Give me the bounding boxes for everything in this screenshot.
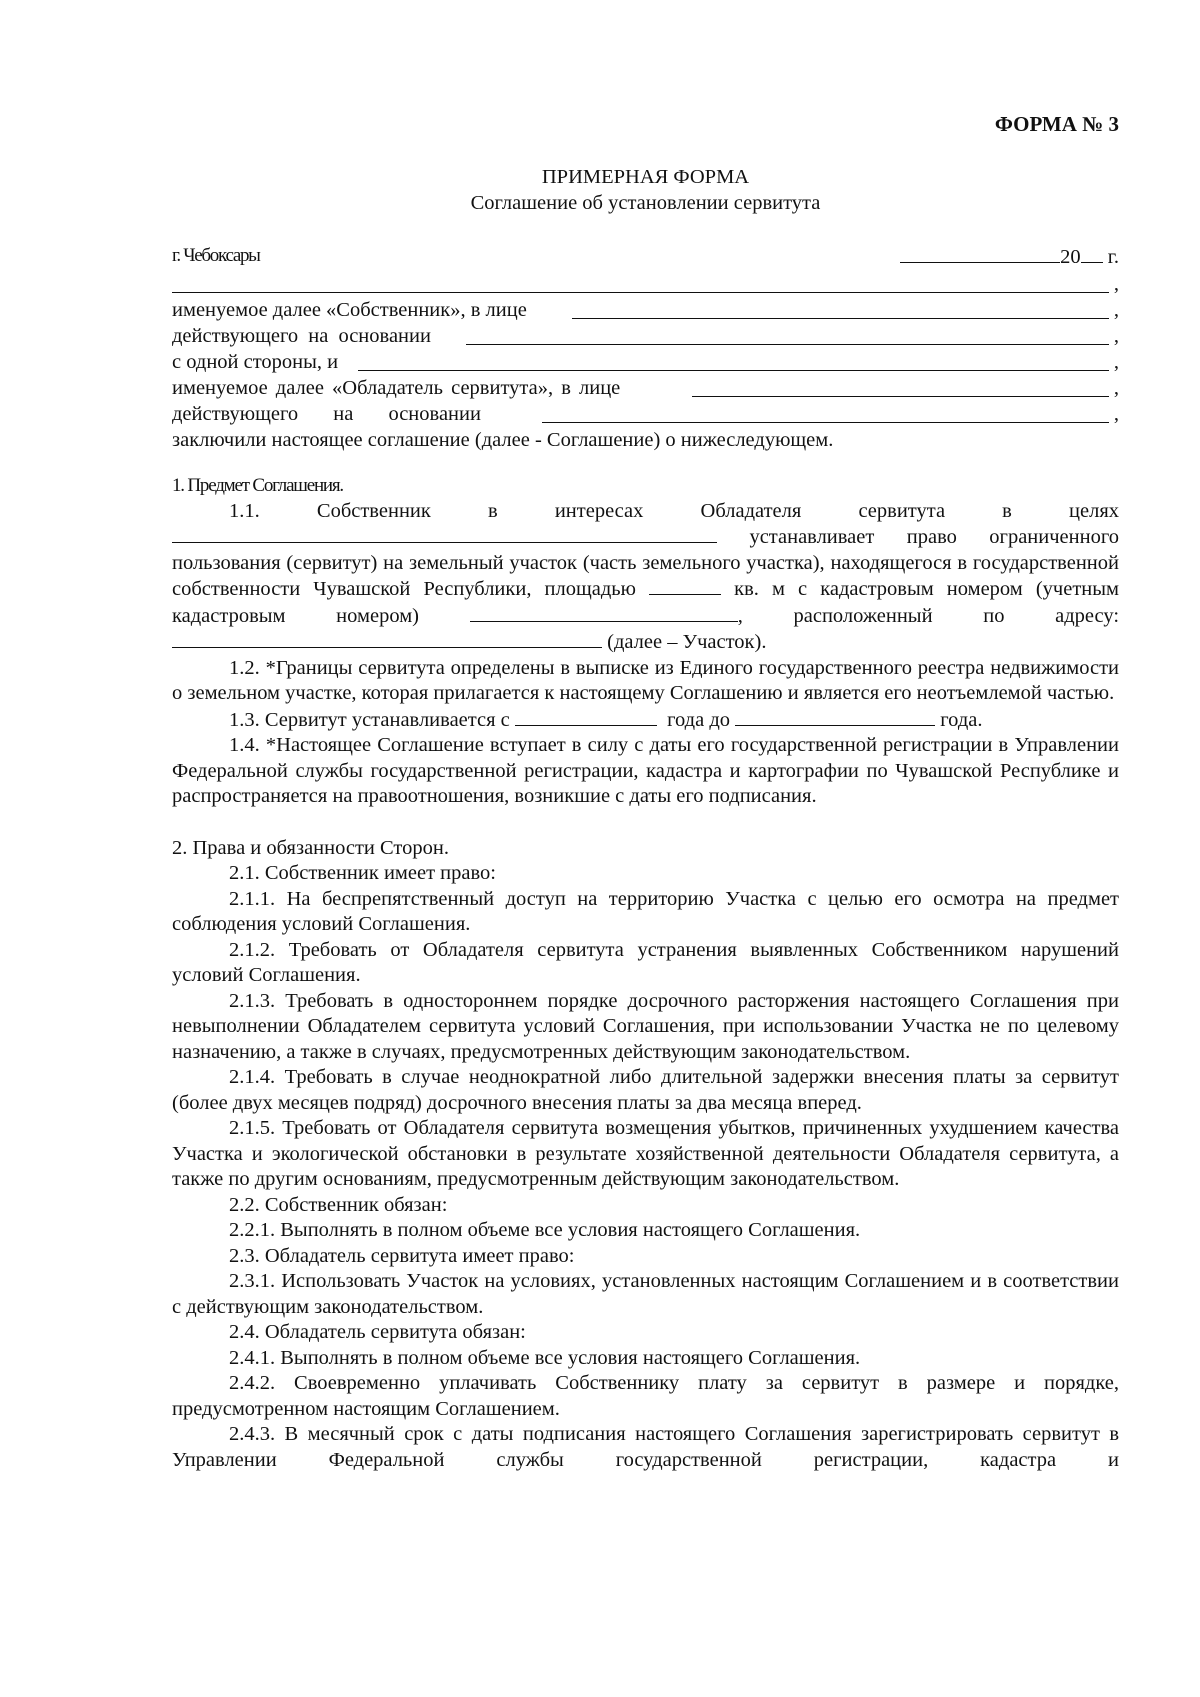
one-side: с одной стороны, и [172,350,342,376]
start-date-blank [515,707,657,726]
comma: , [1113,351,1119,373]
cadastral-number-blank [470,603,738,622]
party-line-2 [172,298,1119,324]
comma: , [1113,403,1119,425]
owner-named: именуемое далее «Собственник», в лице [172,298,531,324]
year-suffix: г. [1107,246,1119,268]
parties-block [172,272,1119,454]
clause-2-3-1: 2.3.1. Использовать Участок на условиях, установленных настоящим Соглашением и в соответствии с действующим законодательством. [172,1270,1119,1318]
party-line-4 [172,350,1119,376]
comma: , [1113,377,1119,399]
title-block [172,164,1119,216]
purpose-blank [172,524,717,543]
comma: , [1113,325,1119,347]
clause-2-1-5: 2.1.5. Требовать от Обладателя сервитута возмещения убытков, причиненных ухудшением качества Участка и экологической обстановки в результате хозяйственной деятельности Обладателя сервитута, а также по другим основаниям, предусмотренным действующим законодательством. [172,1117,1119,1190]
clause-1-1-plot: (далее – Участок). [607,631,767,653]
place-date-row [172,243,1119,269]
clause-1-2: 1.2. *Границы сервитута определены в выписке из Единого государственного реестра недвижимости о земельном участке, которая прилагается к настоящему Соглашению и является его неотъемлемой частью. [172,656,1119,704]
document-title: ПРИМЕРНАЯ ФОРМА [541,166,750,188]
address-blank [172,629,602,648]
clause-1-1-line-1: 1.1. Собственник в интересах Обладателя сервитута в целях [229,499,1119,522]
comma: , [1113,273,1119,295]
clause-1-1-cadastral: кв. м с кадастровым номером (учетным кадастровым номером) [172,578,1119,627]
spacer [172,810,1119,836]
year-blank [1081,243,1103,263]
acting-basis-1: действующего на основании [172,324,435,350]
clause-1-1: устанавливает право ограниченного пользования (сервитут) на земельный участок (часть земельного участка), находящегося в государственной собственности Чувашской Республики, площадью кв. м с кадастровым номером (учетным кадастровым номером) , расположенный по адресу: (далее – Участок). [172,526,1120,653]
blank-line [172,292,1109,293]
section-1-heading: 1. Предмет Соглашения. [172,475,343,496]
clause-2-1-3: 2.1.3. Требовать в одностороннем порядке досрочного расторжения настоящего Соглашения при невыполнении Обладателем сервитута условий Соглашения, при использовании Участка не по целевому назначению, а также в случаях, предусмотренных действующим законодательством. [172,989,1119,1063]
party-line-3 [172,324,1119,350]
clause-2-4-1: 2.4.1. Выполнять в полном объеме все условия настоящего Соглашения. [229,1346,861,1369]
clause-1-3 [172,707,1119,734]
clause-1-1-text: устанавливает право ограниченного пользования (сервитут) на земельный участок (часть земельного участка), находящегося в государственной собственности Чувашской Республики, площадью [172,526,1119,600]
blank-line [358,370,1109,371]
date-field [900,243,1119,271]
clause-1-4: 1.4. *Настоящее Соглашение вступает в силу с даты его государственной регистрации в Управлении Федеральной службы государственной регистрации, кадастра и картографии по Чувашской Республике и распространяется на правоотношения, возникшие с даты его подписания. [172,734,1119,807]
clause-2-4-3: 2.4.3. В месячный срок с даты подписания настоящего Соглашения зарегистрировать сервитут в Управлении Федеральной службы государственной регистрации, кадастра и [172,1423,1119,1471]
clause-2-4-2: 2.4.2. Своевременно уплачивать Собственнику плату за сервитут в размере и порядке, предусмотренном настоящим Соглашением. [172,1372,1119,1420]
clause-1-3-start: 1.3. Сервитут устанавливается с [229,708,510,731]
clause-1-3-until: года до [667,708,731,731]
blank-line [692,396,1109,397]
clause-2-1-4: 2.1.4. Требовать в случае неоднократной либо длительной задержки внесения платы за сервитут (более двух месяцев подряд) досрочного внесения платы за два месяца вперед. [172,1066,1119,1114]
party-line-7 [172,428,1119,454]
agreement-body [172,473,1119,1473]
blank-line [542,422,1109,423]
year-prefix: 20 [1060,246,1081,268]
form-number: ФОРМА № 3 [994,112,1119,136]
acting-basis-2: действующего на основании [172,402,485,428]
end-date-blank [735,707,935,726]
clause-2-1-1: 2.1.1. На беспрепятственный доступ на территорию Участка с целью его осмотра на предмет соблюдения условий Соглашения. [172,887,1119,935]
city: г. Чебоксары [172,245,260,266]
clause-2-1-2: 2.1.2. Требовать от Обладателя сервитута устранения выявленных Собственником нарушений условий Соглашения. [172,938,1119,986]
blank-line [466,344,1109,345]
concluded-text: заключили настоящее соглашение (далее - Соглашение) о нижеследующем. [172,428,837,454]
area-blank [649,576,721,595]
party-line-1 [172,272,1119,298]
date-blank [900,243,1060,263]
section-2-heading: 2. Права и обязанности Сторон. [172,836,449,859]
clause-2-3: 2.3. Обладатель сервитута имеет право: [229,1244,575,1267]
party-line-5 [172,376,1119,402]
clause-2-4: 2.4. Обладатель сервитута обязан: [229,1321,526,1343]
clause-2-1: 2.1. Собственник имеет право: [229,862,496,884]
clause-2-2: 2.2. Собственник обязан: [229,1193,448,1216]
clause-1-3-end: года. [940,708,983,731]
comma: , [1113,299,1119,321]
document-subtitle: Соглашение об установлении сервитута [470,192,821,214]
blank-line [572,318,1109,319]
holder-named: именуемое далее «Обладатель сервитута», в лице [172,376,624,402]
clause-2-2-1: 2.2.1. Выполнять в полном объеме все условия настоящего Соглашения. [229,1219,861,1241]
party-line-6 [172,402,1119,428]
clause-1-1-address: расположенный по адресу: [793,604,1120,627]
